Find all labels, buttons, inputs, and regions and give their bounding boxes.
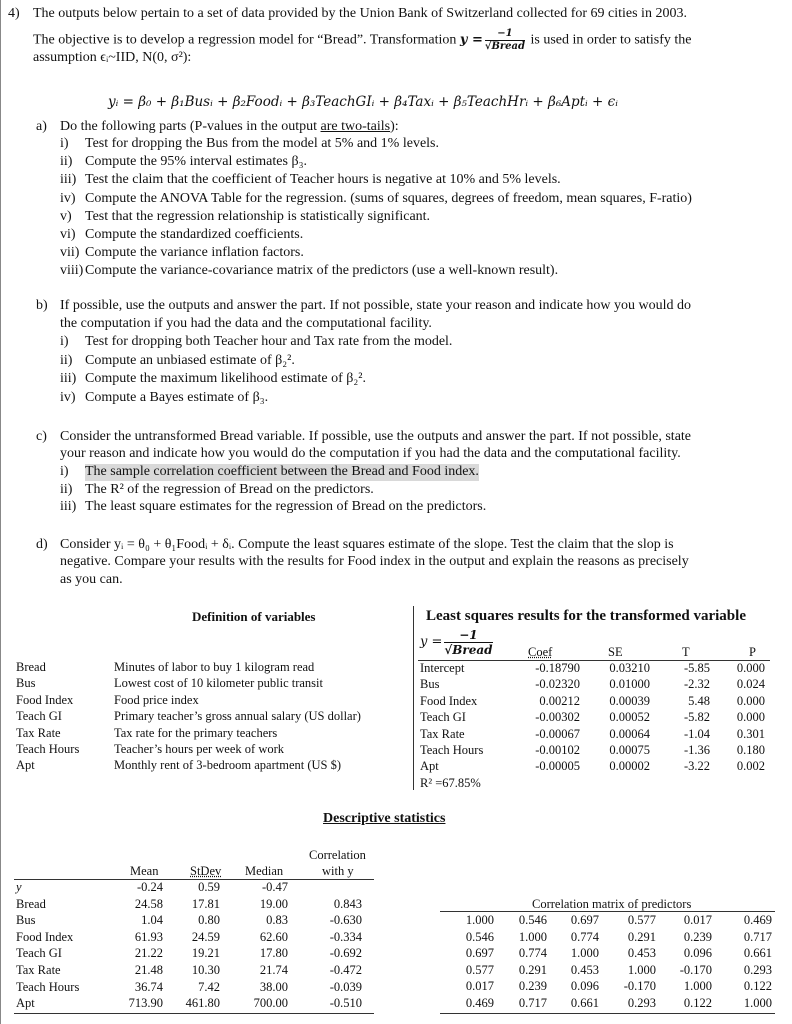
corr-cell: 0.774	[570, 929, 599, 944]
definition-text: Lowest cost of 10 kilometer public transit	[114, 676, 323, 691]
desc-cell-median: 21.74	[259, 963, 288, 977]
ls-cell-p: 0.000	[736, 710, 765, 725]
part_a-item-num-3: iv)	[60, 190, 76, 206]
corr-cell: 0.096	[570, 979, 599, 994]
desc-cell-median: 38.00	[259, 979, 288, 994]
corr-cell: 0.697	[465, 946, 494, 961]
definition-var: Tax Rate	[16, 725, 61, 740]
ls-cell-coef: -0.00005	[535, 759, 580, 774]
ls-cell-p: 0.180	[736, 743, 765, 757]
definitions-title: Definition of variables	[192, 609, 316, 624]
corr-cell: 0.122	[683, 996, 712, 1010]
corr-cell: 0.293	[743, 962, 772, 977]
ls-header-coef: Coef	[528, 645, 553, 659]
ls-cell-coef: -0.02320	[535, 677, 580, 692]
desc-cell-var: Bread	[16, 896, 46, 911]
definition-text: Monthly rent of 3-bedroom apartment (US $)	[114, 758, 342, 773]
desc-header-sd: StDev	[190, 864, 222, 878]
desc-cell-corr: 0.843	[333, 896, 362, 911]
part_b-item-text-3: Compute a Bayes estimate of β₃.	[85, 389, 269, 405]
definition-row	[16, 726, 361, 742]
transform-fraction	[485, 28, 525, 53]
part_a-item-num-0: i)	[60, 136, 69, 151]
desc-cell-mean: 36.74	[134, 979, 163, 994]
transform-y: y =	[459, 32, 483, 48]
part-c-label: c)	[36, 429, 47, 444]
desc-cell-var: Tax Rate	[16, 963, 61, 977]
corr-cell: 0.293	[627, 996, 656, 1010]
part_a-item-num-5: vi)	[60, 227, 76, 242]
desc-cell-sd: 19.21	[191, 946, 220, 961]
ls-y-den: √Bread	[444, 643, 493, 658]
ls-cell-t: -1.04	[683, 726, 710, 741]
ls-cell-t: 5.48	[688, 693, 710, 708]
vertical-divider	[413, 606, 414, 790]
desc-cell-median: 62.60	[259, 929, 288, 944]
ls-cell-p: 0.002	[736, 759, 765, 774]
part-c-intro-1: Consider the untransformed Bread variable. If possible, use the outputs and answer the part. If not possible, state	[60, 429, 692, 444]
desc-cell-mean: 713.90	[128, 996, 163, 1011]
definition-var: Bus	[16, 676, 36, 691]
regression-model: yᵢ = β₀ + β₁Busᵢ + β₂Foodᵢ + β₃TeachGIᵢ + β₄Taxᵢ + β₅TeachHrᵢ + β₆Aptᵢ + ϵᵢ	[108, 94, 618, 110]
ls-cell-t: -3.22	[683, 759, 710, 774]
ls-cell-p: 0.301	[736, 726, 765, 741]
desc-cell-var: y	[16, 880, 22, 894]
corr-cell: 0.291	[627, 929, 656, 944]
question-line-2-text: The objective is to develop a regression model for “Bread”. Transformation	[33, 32, 457, 48]
corr-cell: 1.000	[518, 929, 547, 944]
ls-cell-se: 0.03210	[609, 661, 650, 675]
ls-cell-t: -5.85	[683, 661, 710, 675]
part_a-item-text-2: Test the claim that the coefficient of Teacher hours is negative at 10% and 5% levels.	[85, 172, 561, 188]
part-d-line-2: negative. Compare your results with the results for Food index in the output and explain the reasons as precisely	[60, 554, 689, 569]
part-c-intro-2: your reason and indicate how you would do the computation if you had the data and the computational facility.	[60, 446, 681, 461]
corr-cell: -0.170	[623, 979, 656, 994]
desc-cell-var: Teach Hours	[16, 979, 80, 994]
part_a-item-num-6: vii)	[60, 245, 80, 261]
corr-cell: 0.661	[743, 946, 772, 961]
part-d-label: d)	[36, 537, 48, 552]
part-a-intro-underlined: are two-tails	[320, 119, 391, 134]
ls-cell-name: Bus	[420, 677, 440, 692]
part-b-intro-1: If possible, use the outputs and answer the part. If not possible, state your reason and indicate how you would do	[60, 298, 692, 313]
desc-cell-median: -0.47	[261, 880, 288, 894]
part_c-item-text-0: The sample correlation coefficient between the Bread and Food index.	[85, 464, 479, 479]
corr-cell: 1.000	[627, 962, 656, 977]
ls-cell-coef: -0.00302	[535, 710, 580, 725]
ls-cell-p: 0.000	[736, 661, 765, 675]
part_a-item-text-5: Compute the standardized coefficients.	[85, 227, 304, 242]
part_b-item-num-1: ii)	[60, 352, 73, 368]
corr-cell: 0.453	[627, 946, 656, 961]
corr-cell: 0.577	[627, 913, 656, 927]
ls-cell-name: Teach Hours	[420, 743, 484, 757]
desc-cell-sd: 0.80	[198, 913, 220, 928]
desc-cell-corr: -0.039	[329, 979, 362, 994]
ls-cell-name: Apt	[420, 759, 439, 774]
corr-cell: 1.000	[743, 996, 772, 1010]
corr-cell: 0.453	[570, 962, 599, 977]
part-d-line-3: as you can.	[60, 572, 123, 587]
ls-cell-se: 0.00039	[609, 693, 650, 708]
corr-matrix-title: Correlation matrix of predictors	[532, 897, 692, 911]
desc-cell-mean: -0.24	[136, 880, 163, 894]
definition-row	[16, 709, 361, 725]
ls-cell-se: 0.00064	[609, 726, 650, 741]
corr-cell: 1.000	[570, 946, 599, 961]
ls-cell-t: -5.82	[683, 710, 710, 725]
part-a-label: a)	[36, 119, 47, 134]
corr-cell: 1.000	[683, 979, 712, 994]
corr-cell: 0.017	[465, 979, 494, 994]
definition-var: Teach GI	[16, 709, 62, 724]
part_b-item-num-0: i)	[60, 334, 69, 349]
definition-row	[16, 758, 361, 774]
part_a-item-num-7: viii)	[60, 263, 84, 279]
desc-cell-mean: 24.58	[134, 896, 163, 911]
ls-cell-se: 0.00075	[609, 743, 650, 757]
ls-cell-t: -2.32	[683, 677, 710, 692]
corr-cell: 0.774	[518, 946, 547, 961]
ls-cell-coef: -0.00067	[535, 726, 580, 741]
definition-var: Bread	[16, 660, 46, 674]
desc-cell-sd: 10.30	[191, 963, 220, 977]
desc-cell-mean: 61.93	[134, 929, 163, 944]
definitions-table	[16, 660, 361, 775]
part-b-intro-2: the computation if you had the data and the computational facility.	[60, 316, 432, 331]
part_c-item-text-2: The least square estimates for the regression of Bread on the predictors.	[85, 499, 487, 514]
corr-cell: 0.469	[465, 996, 494, 1010]
definition-text: Food price index	[114, 692, 199, 707]
ls-header-se: SE	[608, 645, 623, 659]
desc-cell-sd: 461.80	[185, 996, 220, 1011]
desc-cell-corr: -0.472	[329, 963, 362, 977]
ls-cell-p: 0.024	[736, 677, 765, 692]
descriptive-title: Descriptive statistics	[323, 811, 446, 826]
ls-header-p: P	[749, 645, 756, 659]
part-d-line-1: Consider yᵢ = θ₀ + θ₁Foodᵢ + δᵢ. Compute the least squares estimate of the slope. Test the claim that the slop is	[60, 537, 674, 552]
part_b-item-text-0: Test for dropping both Teacher hour and Tax rate from the model.	[85, 334, 453, 349]
question-line-3: assumption ϵᵢ~IID, N(0, σ²):	[33, 50, 192, 65]
part_a-item-num-4: v)	[60, 208, 72, 224]
ls-y-num: −1	[444, 628, 492, 643]
desc-cell-var: Apt	[16, 996, 35, 1011]
corr-cell: 0.577	[465, 962, 494, 977]
ls-r2: R² =67.85%	[420, 776, 481, 790]
ls-cell-se: 0.00052	[609, 710, 650, 725]
desc-cell-sd: 7.42	[198, 979, 220, 994]
question-line-1: The outputs below pertain to a set of data provided by the Union Bank of Switzerland collected for 69 cities in 2003.	[33, 6, 687, 21]
ls-cell-coef: 0.00212	[539, 693, 580, 708]
desc-cell-sd: 24.59	[191, 929, 220, 944]
corr-matrix-rule	[440, 911, 775, 912]
ls-y-def	[420, 628, 495, 658]
desc-cell-corr: -0.630	[329, 913, 362, 928]
desc-header-mean: Mean	[130, 864, 159, 878]
desc-cell-var: Bus	[16, 913, 36, 928]
question-line-2-end: is used in order to satisfy the	[530, 32, 692, 48]
corr-cell: 0.122	[743, 979, 772, 994]
desc-header-median: Median	[245, 864, 284, 878]
part-a-intro-post: ):	[390, 119, 399, 134]
ls-y-label: y =	[420, 634, 443, 650]
part_a-item-text-3: Compute the ANOVA Table for the regression. (sums of squares, degrees of freedom, mean squares, F-ratio)	[85, 190, 692, 206]
part_b-item-text-2: Compute the maximum likelihood estimate of β₂².	[85, 371, 366, 386]
corr-cell: 0.291	[518, 962, 547, 977]
part_c-item-text-1: The R² of the regression of Bread on the predictors.	[85, 481, 374, 497]
desc-cell-corr: -0.692	[329, 946, 362, 961]
part_c-item-num-0: i)	[60, 464, 69, 479]
desc-cell-median: 17.80	[259, 946, 288, 961]
definition-var: Apt	[16, 758, 35, 773]
definition-row	[16, 660, 361, 676]
corr-cell: 0.546	[518, 913, 547, 927]
part_c-item-num-1: ii)	[60, 481, 73, 497]
corr-cell: 0.661	[570, 996, 599, 1010]
part-a-intro-pre: Do the following parts (P-values in the output	[60, 119, 321, 134]
desc-cell-mean: 21.48	[134, 963, 163, 977]
definition-row	[16, 693, 361, 709]
corr-cell: 0.239	[683, 929, 712, 944]
corr-header-2: with y	[322, 864, 354, 878]
ls-title: Least squares results for the transformed variable	[426, 608, 746, 624]
desc-cell-corr: -0.510	[329, 996, 362, 1011]
part_a-item-text-4: Test that the regression relationship is statistically significant.	[85, 208, 431, 224]
part_b-item-text-1: Compute an unbiased estimate of β₂².	[85, 352, 295, 368]
part-a-intro	[60, 119, 399, 136]
ls-cell-se: 0.00002	[609, 759, 650, 774]
definition-row	[16, 676, 361, 692]
desc-bottom-rule	[14, 1013, 374, 1014]
corr-cell: 0.717	[518, 996, 547, 1010]
corr-cell: 1.000	[465, 913, 494, 927]
part_a-item-text-1: Compute the 95% interval estimates β₃.	[85, 154, 307, 170]
corr-header-1: Correlation	[309, 848, 366, 862]
corr-cell: 0.697	[570, 913, 599, 927]
part_b-item-num-2: iii)	[60, 371, 77, 386]
part_c-item-num-2: iii)	[60, 499, 77, 514]
corr-cell: -0.170	[679, 962, 712, 977]
ls-cell-se: 0.01000	[609, 677, 650, 692]
transform-denominator: √Bread	[484, 41, 526, 52]
definition-text: Tax rate for the primary teachers	[114, 725, 278, 740]
corr-cell: 0.017	[683, 913, 712, 927]
ls-cell-name: Tax Rate	[420, 726, 465, 741]
desc-cell-sd: 17.81	[191, 896, 220, 911]
desc-cell-var: Teach GI	[16, 946, 62, 961]
definition-text: Primary teacher’s gross annual salary (US dollar)	[114, 709, 361, 724]
corr-cell: 0.096	[683, 946, 712, 961]
ls-cell-t: -1.36	[683, 743, 710, 757]
desc-cell-mean: 1.04	[141, 913, 163, 928]
desc-cell-median: 19.00	[259, 896, 288, 911]
ls-cell-name: Intercept	[420, 661, 465, 675]
ls-cell-name: Food Index	[420, 693, 478, 708]
part_a-item-num-1: ii)	[60, 154, 73, 170]
part_b-item-num-3: iv)	[60, 389, 76, 405]
ls-cell-p: 0.000	[736, 693, 765, 708]
part_a-item-num-2: iii)	[60, 172, 77, 188]
ls-header-t: T	[682, 645, 690, 659]
definition-text: Teacher’s hours per week of work	[114, 741, 285, 756]
corr-cell: 0.546	[465, 929, 494, 944]
corr-bottom-rule	[440, 1013, 775, 1014]
corr-cell: 0.469	[743, 913, 772, 927]
desc-cell-corr: -0.334	[329, 929, 362, 944]
part_a-item-text-6: Compute the variance inflation factors.	[85, 245, 304, 261]
part-b-label: b)	[36, 298, 48, 313]
part_a-item-text-7: Compute the variance-covariance matrix of the predictors (use a well-known result).	[85, 263, 559, 279]
definition-text: Minutes of labor to buy 1 kilogram read	[114, 660, 315, 674]
definition-row	[16, 742, 361, 758]
ls-cell-coef: -0.00102	[535, 743, 580, 757]
ls-y-fraction	[444, 628, 492, 658]
ls-cell-name: Teach GI	[420, 710, 466, 725]
definition-var: Teach Hours	[16, 741, 80, 756]
desc-cell-median: 0.83	[266, 913, 288, 928]
desc-cell-median: 700.00	[253, 996, 288, 1011]
part_a-item-text-0: Test for dropping the Bus from the model at 5% and 1% levels.	[85, 136, 439, 151]
ls-cell-coef: -0.18790	[535, 661, 580, 675]
definition-var: Food Index	[16, 692, 74, 707]
desc-cell-sd: 0.59	[198, 880, 220, 894]
corr-cell: 0.239	[518, 979, 547, 994]
corr-cell: 0.717	[743, 929, 772, 944]
transform-numerator: −1	[485, 28, 525, 41]
question-number: 4)	[8, 6, 20, 21]
desc-cell-var: Food Index	[16, 929, 74, 944]
desc-cell-mean: 21.22	[134, 946, 163, 961]
left-border	[0, 0, 1, 1024]
